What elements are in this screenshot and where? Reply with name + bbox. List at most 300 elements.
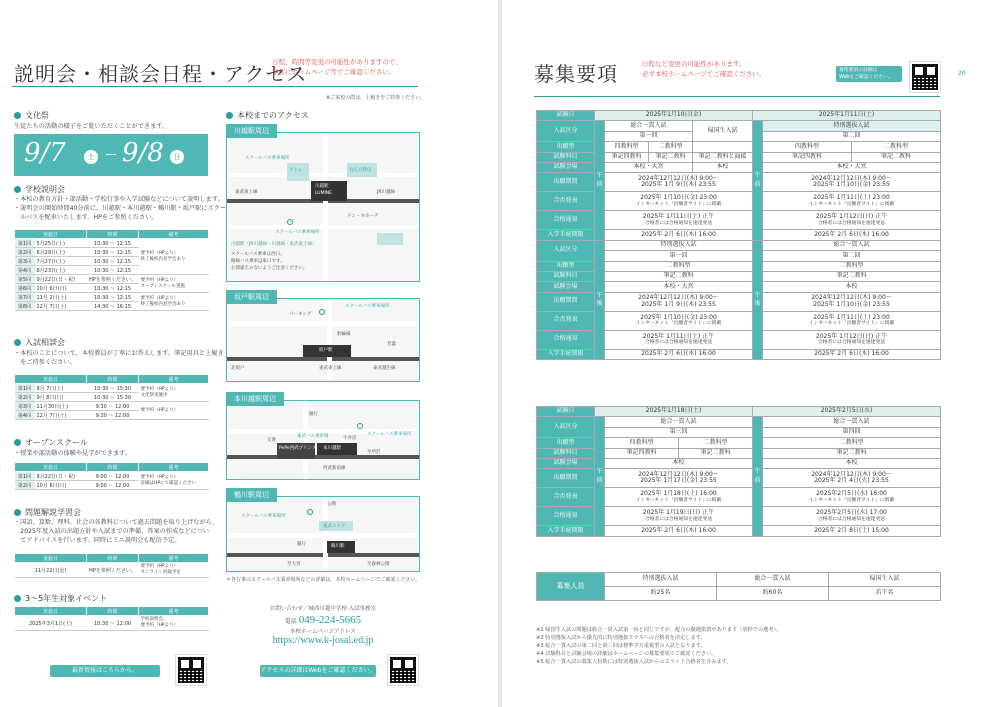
cell-line: 合格者には合格通知を速達発送	[817, 340, 886, 346]
cell-line: 合格者には合格通知を速達発送	[817, 221, 886, 226]
cell-line: 2024年12月12日(木) 9:00〜	[638, 294, 719, 302]
bullet-icon	[226, 112, 233, 119]
row-label: 出願期間	[537, 292, 595, 311]
map-label: 至大宮	[287, 562, 301, 567]
access-note: ＊各行事のスクールバス乗車場所などの詳細は、本校ホームページでご確認ください。	[226, 577, 421, 583]
road	[323, 133, 328, 282]
bullet-icon	[14, 595, 21, 602]
col-header: 備考	[139, 554, 209, 563]
row-date: 9月 8日(日)	[35, 393, 87, 402]
footnote: ※3 総合一貫入試の第二回と第三回は標準学力重視型の入試となります。	[536, 643, 706, 650]
exam-round: 第一回	[605, 251, 753, 261]
cell: 本校	[605, 458, 753, 468]
bullet-icon	[14, 509, 21, 516]
cell-line: 2025年 1月10日(金) 23:00	[640, 313, 717, 321]
table-row	[15, 402, 209, 411]
title-rule	[12, 86, 418, 87]
requirements-table-2	[536, 406, 941, 537]
exam-round: 第二回	[763, 131, 941, 141]
row-label: 合否発表	[537, 488, 595, 507]
map-label: 川越駅（JR川越線・川越線・東武東上線）	[231, 242, 317, 247]
morning-label: 午前	[595, 121, 605, 240]
exam-round: 第二回	[763, 251, 941, 261]
row-label: 試験会場	[537, 458, 595, 468]
map-label: ドン・キホーテ	[347, 214, 379, 219]
row-time: 9:00 〜 12:00	[87, 481, 139, 490]
row-label: 入試区分	[537, 121, 595, 142]
row-label: 試験科目	[537, 448, 595, 458]
row-number: 第5回	[15, 275, 35, 284]
row-date: 10月 6日(日)	[35, 481, 87, 490]
cell: 二教科型	[763, 261, 941, 271]
col-header: 備考	[139, 463, 209, 472]
cell: 四教科型	[605, 438, 679, 448]
grades-heading-text: 3〜5年生対象イベント	[25, 594, 108, 603]
cell-line: 2025年 1月12日(日) 正午	[815, 213, 888, 221]
map-label: お間違えのないようご注意ください。	[231, 266, 308, 271]
table-row	[15, 616, 209, 631]
access-heading-text: 本校までのアクセス	[237, 111, 309, 120]
title-rule	[534, 96, 940, 97]
row-date: 11月30日(土)	[35, 402, 87, 411]
station-label: 川越駅	[315, 184, 329, 189]
map-label: 丸広百貨店	[349, 168, 372, 173]
row-label: 入試区分	[537, 240, 595, 261]
row-number: 第4回	[15, 266, 35, 275]
row-remark: 要予約（HPより） オープンスクール実施	[139, 275, 209, 293]
row-time: 10:30 〜 15:30	[87, 393, 139, 402]
col-header: 実施日	[15, 463, 87, 472]
grades-table	[14, 606, 209, 631]
map-label: 若葉	[387, 342, 396, 347]
morning-label: 午前	[753, 417, 763, 536]
row-label: 合格通知	[537, 330, 595, 349]
row-remark: 要予約（HPより） 文化祭実施中	[139, 384, 209, 402]
station-label: 本川越駅	[323, 446, 341, 451]
row-date: 11月 2日(土)	[35, 293, 87, 302]
table-header-row	[15, 230, 209, 239]
bus-stop-label: スクールバス乗車場所	[241, 514, 286, 519]
col-header: 時間	[87, 607, 139, 616]
desc-line: ・国語、算数、理科、社会の各教科について過去問題を取り上げながら、	[14, 519, 219, 526]
table-header-row	[15, 463, 209, 472]
station-label: 鶴川駅	[331, 544, 345, 549]
table-row	[537, 111, 941, 121]
row-remark: 要予約（HPより） 詳細はHPにて確認ください	[139, 472, 209, 490]
cell	[605, 488, 753, 507]
cell-line: 合格者には合格通知を速達発送	[644, 340, 713, 346]
cell-line: 2024年12月12日(木) 9:00〜	[638, 174, 719, 182]
cell-line: 2025年 2月 4日(火) 23:55	[814, 477, 889, 485]
row-remark: 要予約（HPより） オンライン収録予定	[139, 563, 209, 578]
bullet-icon	[14, 439, 21, 446]
consult-heading-text: 入試相談会	[25, 338, 65, 347]
map-label: 路線バス乗車は東口です。	[231, 259, 285, 264]
festival-date-2: 9/8	[122, 138, 164, 168]
map-label: 至所沢	[367, 450, 381, 455]
map-sakado	[226, 290, 420, 382]
requirements-table-1	[536, 110, 941, 360]
map-label: スクールバス乗車は西口。	[231, 252, 285, 257]
exam-type: 特別選抜入試	[605, 240, 753, 250]
row-label: 入学手続期限	[537, 349, 595, 359]
cell	[763, 292, 941, 311]
cell-line: インターネット「出願者サイト」に掲載	[635, 498, 722, 503]
open-school-heading	[14, 437, 88, 448]
row-number: 第3回	[15, 257, 35, 266]
quota-col-header: 特別選抜入試	[605, 573, 717, 587]
row-label: 合否発表	[537, 192, 595, 211]
table-row	[537, 407, 941, 417]
cell: 筆記二教科	[763, 271, 941, 281]
row-time: 10:30 〜 12:15	[87, 293, 139, 302]
row-date: 7月27日(土)	[35, 257, 87, 266]
col-header: 備考	[139, 230, 209, 239]
cell-line: 2025年 1月11日(土) 正午	[642, 213, 715, 221]
latest-info-button[interactable]: 最新情報はこちらから。	[50, 665, 160, 677]
cell: 2025年 2月 6日(木) 16:00	[605, 230, 753, 240]
row-label: 試験日	[537, 111, 595, 121]
desc-line: ・本校のことについて、本校教員が丁寧にお答えします。筆記用具と上履き	[14, 350, 224, 357]
cell-line: インターネット「出願者サイト」に掲載	[635, 321, 722, 327]
table-row	[537, 240, 941, 250]
bullet-icon	[14, 112, 21, 119]
date-separator	[106, 154, 116, 155]
row-time: 10:30 〜 12:15	[87, 284, 139, 293]
cell: 2025年 2月 6日(木) 16:00	[763, 230, 941, 240]
bus-stop-label: スクールバス乗車場所	[367, 432, 412, 437]
festival-desc: 生徒たちの活動の様子をご覧いただくことができます。	[14, 123, 169, 130]
afternoon-label: 午後	[595, 240, 605, 359]
cell-line: インターネット「出願者サイト」に掲載	[808, 498, 895, 503]
cell-line: 2024年12月12日(木) 9:00〜	[811, 294, 892, 302]
row-remark: 要予約（HPより） 終了後校内見学会あり	[139, 239, 209, 275]
school-info-table	[14, 229, 209, 311]
footnote: ※5 総合一貫入試の募集人員数には特別選抜入試からのスライド合格者を含みます。	[536, 659, 732, 666]
qr-code-icon[interactable]	[176, 655, 206, 685]
cell-line: 2025年 1月 9日(木) 23:55	[641, 181, 716, 189]
row-date: 10月 6日(日)	[35, 284, 87, 293]
exam-type: 総合一貫入試	[763, 417, 941, 427]
cell: 筆記二教科と面接	[693, 152, 753, 162]
footnote: ※1 帰国生入試の問題は総合一貫入試第一回と同じですが、配点の優遇措置があります（別枠での選考）。	[536, 627, 782, 633]
map-title: 鶴川駅周辺	[226, 488, 277, 502]
page-number: 20	[958, 70, 966, 77]
bullet-icon	[14, 186, 21, 193]
bus-stop-label: スクールバス乗車場所	[275, 230, 320, 235]
cell	[605, 330, 753, 349]
col-header: 備考	[139, 375, 209, 384]
row-number: 第4回	[15, 411, 35, 420]
row-time: 10:30 〜 12:15	[87, 248, 139, 257]
afternoon-label: 午後	[753, 240, 763, 359]
map-label: 西武新宿線	[323, 466, 346, 471]
col-header: 時間	[87, 463, 139, 472]
table-header-row	[15, 375, 209, 384]
morning-label: 午前	[753, 121, 763, 240]
morning-label: 午前	[595, 417, 605, 536]
qr-code-icon[interactable]	[910, 62, 940, 92]
row-label: 合格通知	[537, 507, 595, 526]
cell: 筆記二教科	[605, 271, 753, 281]
cell-line: 2025年 1月10日(金) 23:00	[640, 194, 717, 202]
map-kawagoe	[226, 124, 420, 282]
school-info-heading-text: 学校説明会	[25, 185, 65, 194]
map-tsurugashima-area	[226, 496, 420, 572]
cell-line: 2024年12月12日(木) 9:00〜	[811, 470, 892, 478]
tel-label: 電話	[284, 618, 297, 625]
desc-line: ルバスを配車いたします。HPをご参照ください。	[14, 213, 158, 221]
row-time: 9:30 〜 12:00	[87, 411, 139, 420]
col-header: 備考	[139, 607, 209, 616]
cell-line: インターネット「出願者サイト」に掲載	[808, 321, 895, 327]
bus-stop-label: スクールバス乗車場所	[345, 304, 390, 309]
cell-line: 2025年 1月18日(土) 16:00	[640, 490, 717, 498]
cell: 筆記四教科	[605, 152, 649, 162]
road	[227, 173, 420, 177]
right-page	[502, 0, 1000, 707]
open-school-desc: ・授業や部活動の体験や見学ができます。	[14, 450, 132, 457]
row-date: 5月25日(土)	[35, 239, 87, 248]
road	[227, 321, 420, 326]
cell: 2025年 2月 6日(木) 16:00	[605, 349, 753, 359]
row-time: HPを参照ください。	[87, 275, 139, 284]
row-number: 第2回	[15, 481, 35, 490]
consult-table	[14, 374, 209, 420]
access-detail-button[interactable]: アクセスの詳細はWebをご確認ください。	[260, 665, 376, 677]
map-title: 川越駅周辺	[226, 124, 277, 138]
row-remark: 学校説明会、 要予約（HPより）	[139, 616, 209, 631]
footnote: ※4 試験科目と試験会場の詳細はホームページの募集要項でご確認ください。	[536, 651, 717, 658]
table-row	[15, 384, 209, 393]
quota-col-header: 帰国生入試	[829, 573, 941, 587]
row-date: 9月22日(日・祝)	[35, 472, 87, 481]
qr-code-icon[interactable]	[388, 655, 418, 685]
festival-heading	[14, 110, 49, 121]
row-number: 第6回	[15, 284, 35, 293]
row-time: 10:30 〜 15:30	[87, 384, 139, 393]
desc-line: ・説明会の開始時間40分前に、川越駅・本川越駅・鶴川駅・坂戸駅にスクー	[14, 204, 227, 212]
railway-line	[227, 455, 420, 459]
cell	[763, 330, 941, 349]
map-sakado-area	[226, 298, 420, 382]
cell-line: 合格者には合格通知を速達発送	[817, 517, 886, 522]
cell-line: 2025年 1月17日(金) 23:55	[640, 477, 717, 485]
row-number: 第1回	[15, 239, 35, 248]
cell: 筆記二教科	[852, 152, 941, 162]
web-details-button[interactable]	[836, 66, 902, 82]
practice-heading-text: 問題解説学習会	[25, 508, 81, 517]
row-label: 試験会場	[537, 162, 595, 172]
contact-line: お問い合わせ／城西川越中学校 入試事務室	[269, 606, 377, 612]
exam-type: 帰国生入試	[693, 121, 753, 142]
cell	[605, 311, 753, 330]
cell-line: 2025年 1月10日(金) 23:55	[813, 181, 890, 189]
pin-icon	[287, 219, 293, 225]
row-time: 10:30 〜 12:00	[87, 616, 139, 631]
row-date: 9月 7日(土)	[35, 384, 87, 393]
cell-line: インターネット「出願者サイト」に掲載	[808, 202, 895, 207]
desc-line: ・本校の教育方針・部活動・学校行事や入学試験などについて説明します。	[14, 196, 224, 203]
cell-line: 2025年 1月19日(日) 正午	[642, 509, 715, 517]
right-note-line: 必ず本校ホームページでご確認ください。	[642, 69, 766, 78]
cell-line: 2025年 1月12日(日) 正午	[815, 332, 888, 340]
left-note-line: 事前にホームページ等でご確認ください。	[272, 67, 396, 76]
cell	[605, 469, 753, 488]
map-label: アトレ	[289, 168, 303, 173]
row-label: 出願型	[537, 142, 595, 152]
cell	[763, 311, 941, 330]
practice-desc	[14, 519, 218, 546]
road	[323, 497, 328, 572]
exam-round: 第四回	[763, 427, 941, 437]
col-header: 時間	[87, 554, 139, 563]
web-note-line: 募集要項の詳細は	[839, 68, 878, 73]
contact-line: 本校ホームページアドレス	[290, 629, 356, 635]
map-label: 北坂戸	[231, 366, 245, 371]
cell: 本校・大宮	[605, 162, 693, 172]
cell-line: 2025年 1月10日(金) 23:55	[813, 300, 890, 308]
row-label: 試験科目	[537, 271, 595, 281]
exam-date: 2025年2月5日(水)	[753, 407, 941, 417]
row-date: 12月 7日(土)	[35, 302, 87, 311]
table-row	[15, 239, 209, 248]
cell-line: 2024年12月12日(木) 9:00〜	[811, 174, 892, 182]
road	[227, 225, 420, 229]
map-label: JR川越線	[377, 190, 395, 195]
exam-round: 第一回	[605, 131, 693, 141]
row-label: 出願型	[537, 438, 595, 448]
consult-heading	[14, 337, 65, 348]
slipper-note: ※ご来校の際は、上履きをご持参ください。	[326, 95, 426, 101]
festival-date-banner	[14, 134, 208, 176]
cell: 本校	[763, 458, 941, 468]
row-label: 入学手続期限	[537, 526, 595, 536]
cell: 二教科型	[679, 438, 753, 448]
col-header: 実施日	[15, 554, 87, 563]
row-label: 出願型	[537, 261, 595, 271]
cell-line: 2024年12月12日(木) 9:00〜	[638, 470, 719, 478]
exam-date: 2025年1月18日(土)	[595, 407, 753, 417]
cell: 二教科型	[649, 142, 693, 152]
map-label: 至森林公園	[367, 562, 390, 567]
map-honkawagoe-area	[226, 400, 420, 480]
map-label: PePe西武プリンス	[279, 446, 317, 451]
quota-label: 募集人員	[537, 573, 605, 601]
left-note	[272, 58, 402, 78]
cell: 本校・大宮	[605, 282, 753, 292]
row-number: 第7回	[15, 293, 35, 302]
festival-date-1: 9/7	[24, 138, 66, 168]
table-row	[537, 121, 941, 131]
festival-weekday-1: 土	[84, 150, 98, 164]
table-header-row	[15, 554, 209, 563]
cell-line: 2025年 1月 9日(木) 23:55	[641, 300, 716, 308]
map-title: 本川越駅周辺	[226, 392, 284, 406]
map-label: 東武東上線	[319, 366, 342, 371]
exam-date: 2025年1月10日(金)	[595, 111, 753, 121]
map-honkawagoe	[226, 392, 420, 480]
pin-icon	[319, 309, 325, 315]
table-row	[537, 573, 941, 587]
col-header: 実施日	[15, 230, 87, 239]
map-label: 公園	[327, 502, 336, 507]
cell	[763, 507, 941, 526]
map-label: パーキング	[289, 312, 312, 317]
cell: 2025年 2月 8日(土) 15:00	[763, 526, 941, 536]
row-remark: 要予約（HPより）	[139, 402, 209, 420]
left-page-title: 説明会・相談会日程・アクセス	[14, 62, 308, 86]
exam-round: 第三回	[605, 427, 753, 437]
col-header: 時間	[87, 375, 139, 384]
school-url-link[interactable]: https://www.k-josai.ed.jp	[272, 635, 374, 646]
map-label: 東武越生線	[373, 366, 396, 371]
practice-table	[14, 553, 209, 578]
festival-heading-text: 文化祭	[25, 111, 49, 120]
right-page-title: 募集要項	[534, 62, 618, 86]
cell	[763, 488, 941, 507]
cell: 筆記二教科	[763, 448, 941, 458]
bus-stop-label: スクールバス乗車場所	[245, 156, 290, 161]
row-label: 出願期間	[537, 173, 595, 192]
cell-line: 2025年 1月11日(土) 23:00	[813, 313, 890, 321]
cell: 2025年 2月 6日(木) 16:00	[605, 526, 753, 536]
cell: 四教科型	[763, 142, 852, 152]
tel-number[interactable]: 049-224-5665	[298, 614, 362, 626]
map-kawagoe-area	[226, 132, 420, 282]
railway-line	[227, 357, 420, 361]
map-label: 東武バス乗車場	[297, 434, 329, 439]
map-tsurugashima	[226, 488, 420, 572]
desc-line: をご持参ください。	[14, 358, 76, 366]
row-date: 8月23日(土)	[35, 266, 87, 275]
right-note-line: 日程など変更の可能性があります。	[642, 60, 746, 68]
row-date: 11月22日(金)	[15, 563, 87, 578]
footnote: ※2 特別選抜入試から優先的に特別選抜クラスへの合格者を決定します。	[536, 635, 706, 642]
table-row	[15, 275, 209, 284]
footnotes	[536, 626, 781, 666]
school-info-heading	[14, 184, 65, 195]
map-label: 駐輪場	[337, 332, 351, 337]
exam-type: 総合一貫入試	[605, 417, 753, 427]
grades-heading	[14, 593, 107, 604]
row-label: 試験科目	[537, 152, 595, 162]
bullet-icon	[14, 339, 21, 346]
map-label: 東武ストア	[323, 524, 346, 529]
open-school-heading-text: オープンスクール	[25, 438, 88, 447]
cell	[763, 469, 941, 488]
cell	[763, 192, 941, 211]
cell	[763, 173, 941, 192]
row-date: 6月29日(土)	[35, 248, 87, 257]
road	[303, 401, 308, 480]
row-time: HPを参照ください。	[87, 563, 139, 578]
cell-line: 2025年2月5日(水) 17:00	[816, 509, 887, 517]
exam-type: 総合一貫入試	[605, 121, 693, 131]
left-note-line: 日程、時間等変更の可能性がありますので、	[272, 58, 402, 66]
cell-line: 合格者には合格通知を速達発送	[644, 221, 713, 226]
row-date: 9月22日(日・祝)	[35, 275, 87, 284]
row-date: 2025年3月1日(土)	[15, 616, 87, 631]
pin-icon	[307, 509, 313, 515]
map-label: 銀行	[297, 542, 306, 547]
cell: 二教科型	[763, 438, 941, 448]
exam-type: 特別選抜入試	[763, 121, 941, 131]
cell: 筆記四教科	[605, 448, 679, 458]
row-number: 第1回	[15, 472, 35, 481]
row-time: 10:30 〜 12:15	[87, 257, 139, 266]
map-label: LUMINE	[315, 191, 332, 196]
